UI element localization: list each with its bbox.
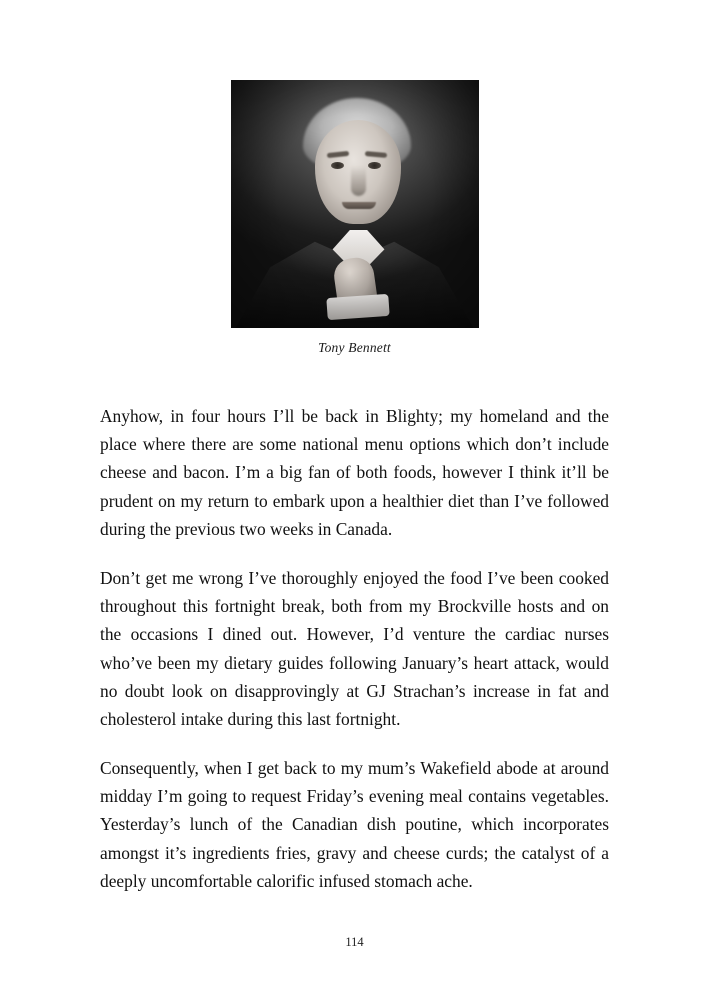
photo-vignette	[231, 80, 479, 328]
figure-block	[0, 0, 709, 356]
paragraph-2: Don’t get me wrong I’ve thoroughly enjoyed the food I’ve been cooked throughout this fortnight break, both from my Brockville hosts and on the occasions I dined out. However, I’d venture the cardiac nurses who’ve been my dietary guides following January’s heart attack, would no doubt look on disapprovingly at GJ Strachan’s increase in fat and cholesterol intake during this last fortnight.	[100, 567, 609, 729]
portrait-photo	[231, 80, 479, 328]
page-number: 114	[345, 935, 364, 949]
paragraph-3: Consequently, when I get back to my mum’s Wakefield abode at around midday I’m going to request Friday’s evening meal contains vegetables. Yesterday’s lunch of the Canadian dish poutine, which incorporates amongst it’s ingredients fries, gravy and cheese curds; the catalyst of a deeply uncomfortable calorific infused stomach ache.	[100, 758, 609, 891]
body-text	[0, 356, 709, 895]
paragraph-1: Anyhow, in four hours I’ll be back in Blighty; my homeland and the place where there are some national menu options which don’t include cheese and bacon. I’m a big fan of both foods, however I think it’ll be prudent on my return to embark upon a healthier diet than I’ve followed during the previous two weeks in Canada.	[100, 406, 609, 539]
figure-caption: Tony Bennett	[318, 340, 391, 355]
